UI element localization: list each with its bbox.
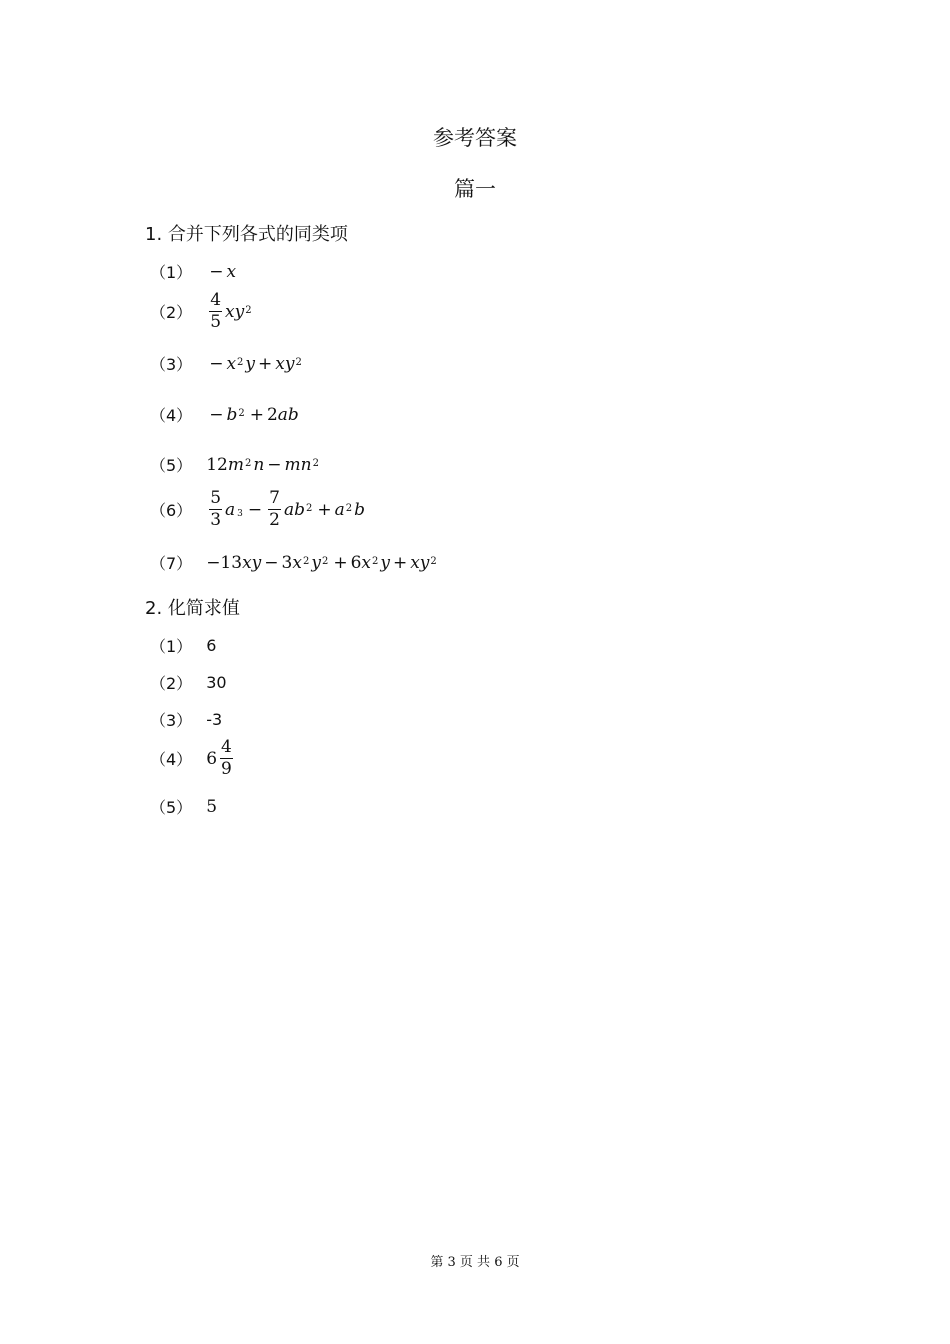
math-exponent: 2 — [306, 503, 313, 514]
fraction — [209, 490, 222, 529]
item-label: （7） — [150, 554, 193, 573]
math-exponent: 2 — [244, 458, 252, 469]
math-variable: b — [226, 404, 238, 425]
math-coefficient: 2 — [266, 404, 278, 425]
item-label: （2） — [150, 303, 193, 322]
answer-1-4 — [150, 403, 299, 426]
item-label: （1） — [150, 263, 193, 282]
math-variable: b — [354, 499, 366, 520]
fraction-denominator: 5 — [210, 312, 222, 332]
math-variable: a — [334, 499, 345, 520]
page-title: 参考答案 — [433, 126, 517, 150]
math-variable: xy — [275, 353, 295, 374]
fraction-numerator: 4 — [221, 737, 232, 757]
math-expression — [206, 739, 236, 778]
fraction — [209, 292, 222, 331]
answer-1-6 — [150, 490, 365, 529]
fraction-denominator: 2 — [269, 510, 280, 530]
item-label: （5） — [150, 798, 193, 817]
answer-2-3 — [150, 708, 222, 731]
answer-1-5 — [150, 453, 321, 476]
math-variable: x — [292, 552, 302, 573]
fraction-numerator: 5 — [210, 488, 222, 508]
math-expression — [206, 405, 299, 425]
page-subtitle: 篇一 — [454, 177, 496, 201]
math-operator: + — [333, 552, 348, 573]
math-variable: n — [253, 454, 265, 475]
math-exponent: 2 — [295, 357, 302, 368]
answer-value: -3 — [206, 710, 223, 729]
item-label: （3） — [150, 711, 193, 730]
answer-2-1 — [150, 634, 216, 657]
fraction-denominator: 9 — [221, 759, 232, 779]
math-exponent: 2 — [237, 357, 244, 368]
math-operator: − — [209, 353, 224, 374]
math-operator: − — [267, 454, 282, 475]
math-variable: x — [361, 552, 371, 573]
math-variable: ab — [283, 499, 305, 520]
math-expression — [206, 490, 365, 529]
item-label: （4） — [150, 406, 193, 425]
item-label: （2） — [150, 674, 193, 693]
math-variable: x — [226, 353, 237, 374]
math-exponent: 2 — [371, 556, 379, 567]
math-exponent: 3 — [237, 508, 243, 519]
fraction-numerator: 4 — [210, 290, 222, 310]
answer-2-5 — [150, 795, 217, 818]
math-exponent: 2 — [312, 458, 319, 469]
item-label: （4） — [150, 750, 193, 769]
math-operator: + — [392, 552, 408, 573]
mixed-number-whole: 6 — [206, 748, 218, 769]
math-expression — [206, 354, 304, 374]
math-operator: − — [264, 552, 279, 573]
answer-value: 5 — [206, 796, 218, 817]
item-label: （5） — [150, 456, 193, 475]
item-label: （6） — [150, 501, 193, 520]
math-expression — [206, 553, 439, 573]
math-coefficient: −13 — [206, 552, 243, 573]
math-expression — [206, 455, 321, 475]
item-label: （1） — [150, 637, 193, 656]
math-expression — [206, 262, 236, 282]
math-coefficient: 3 — [281, 552, 293, 573]
math-operator: + — [317, 499, 332, 520]
math-variable: m — [227, 454, 244, 475]
math-variable: x — [226, 261, 237, 282]
math-variable: mn — [284, 454, 312, 475]
math-variable: xy — [225, 301, 245, 322]
math-variable: a — [225, 499, 236, 520]
math-expression — [206, 292, 253, 331]
fraction-denominator: 3 — [210, 510, 222, 530]
math-operator: + — [249, 404, 264, 425]
math-variable: xy — [242, 552, 262, 573]
math-exponent: 2 — [302, 556, 310, 567]
fraction — [220, 739, 233, 778]
math-variable: y — [311, 552, 321, 573]
math-exponent: 2 — [345, 503, 353, 514]
math-coefficient: 6 — [350, 552, 362, 573]
answer-2-2 — [150, 671, 227, 694]
answer-1-2 — [150, 292, 254, 331]
math-variable: y — [380, 552, 390, 573]
section-1-heading: 1. 合并下列各式的同类项 — [145, 224, 348, 245]
item-label: （3） — [150, 355, 193, 374]
math-operator: + — [258, 353, 273, 374]
math-exponent: 2 — [238, 408, 245, 419]
math-operator: − — [209, 261, 224, 282]
math-exponent: 2 — [245, 305, 252, 316]
math-variable: y — [245, 353, 256, 374]
math-coefficient: 12 — [206, 454, 228, 475]
section-2-heading: 2. 化简求值 — [145, 598, 240, 619]
answer-value: 6 — [206, 636, 217, 655]
math-variable: ab — [277, 404, 299, 425]
answer-1-1 — [150, 260, 236, 283]
math-exponent: 2 — [321, 556, 329, 567]
math-variable: xy — [410, 552, 430, 573]
answer-1-7 — [150, 551, 439, 574]
answer-value: 30 — [206, 673, 227, 692]
answer-2-4 — [150, 739, 236, 778]
page-number-footer: 第 3 页 共 6 页 — [430, 1255, 520, 1270]
math-operator: − — [247, 499, 263, 520]
fraction — [268, 490, 281, 529]
math-operator: − — [209, 404, 224, 425]
math-exponent: 2 — [430, 556, 437, 567]
fraction-numerator: 7 — [269, 488, 280, 508]
answer-1-3 — [150, 352, 304, 375]
